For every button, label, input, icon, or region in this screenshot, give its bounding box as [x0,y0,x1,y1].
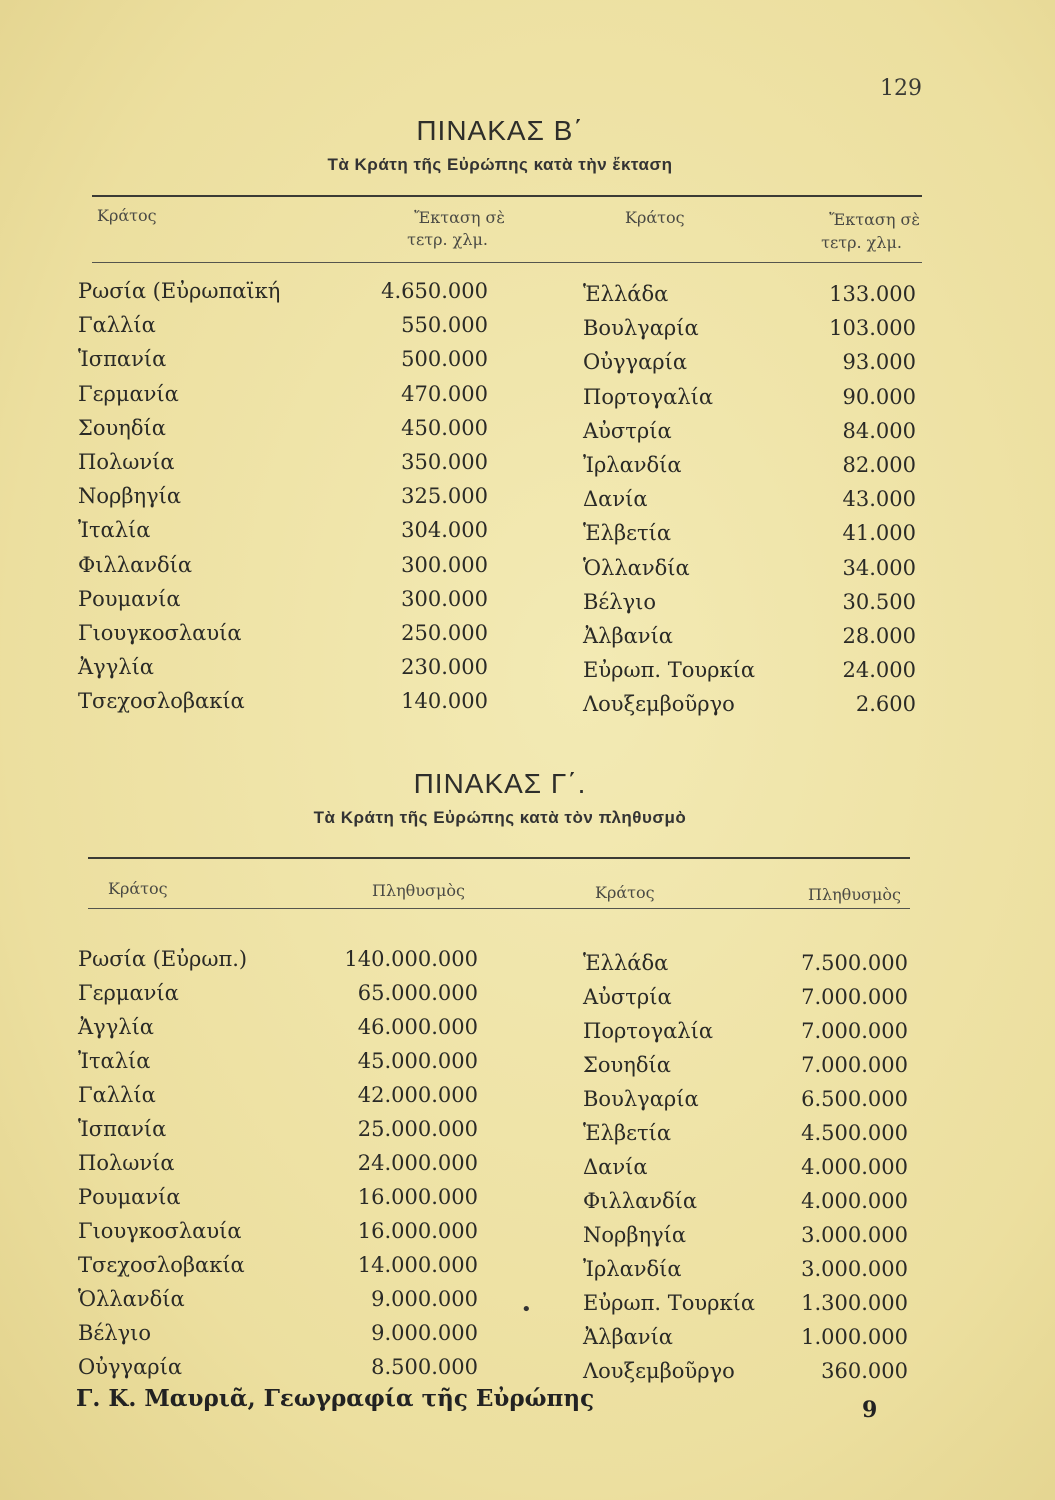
table-c-state-right: Βουλγαρία [583,1087,699,1111]
table-c-value-left: 9.000.000 [371,1321,478,1345]
table-c-header-state-left: Κράτος [108,879,168,898]
table-c-value-right: 3.000.000 [801,1257,908,1281]
table-b-value-left: 4.650.000 [381,279,488,303]
table-b-value-right: 24.000 [842,658,916,683]
table-c-value-right: 4.000.000 [801,1155,908,1179]
table-b-state-right: Λουξεμβοῦργο [583,692,735,717]
table-c-state-right: Νορβηγία [583,1223,687,1247]
table-b-state-left: Ρωσία (Εὐρωπαϊκή [78,279,281,303]
stray-dot: • [521,1299,532,1320]
table-c-value-right: 4.500.000 [801,1121,908,1145]
table-c-state-left: Βέλγιο [78,1321,152,1345]
table-b-value-right: 28.000 [842,624,916,648]
table-b-value-left: 550.000 [401,313,488,338]
table-c-state-left: Γαλλία [78,1083,156,1107]
table-b-state-left: Ἰταλία [78,518,151,543]
table-b-state-right: Αὐστρία [583,418,672,443]
table-b-state-left: Γερμανία [78,381,179,406]
table-b-state-right: Ἑλλάδα [583,282,669,306]
table-b-state-left: Τσεχοσλοβακία [78,689,245,714]
table-b-value-left: 230.000 [401,655,488,680]
table-c-value-left: 140.000.000 [344,947,478,971]
table-b-header-area-left-2: τετρ. χλμ. [407,230,488,249]
table-c-state-right: Ἑλλάδα [583,951,669,975]
table-b-state-left: Νορβηγία [78,484,182,509]
table-c-state-left: Τσεχοσλοβακία [78,1253,245,1277]
table-c-state-left: Ὁλλανδία [78,1287,185,1311]
table-b-state-left: Ἀγγλία [78,655,154,680]
table-c-value-right: 1.300.000 [801,1291,908,1315]
table-b-value-right: 133.000 [829,282,916,306]
table-c-state-left: Γερμανία [78,981,179,1005]
table-c-state-right: Δανία [583,1155,648,1179]
table-b-value-right: 103.000 [829,316,916,341]
table-b-value-right: 90.000 [842,384,916,409]
table-c-value-left: 25.000.000 [357,1117,478,1141]
table-b-state-right: Δανία [583,487,648,512]
table-c-value-left: 9.000.000 [371,1287,478,1311]
table-c-header-rule [88,908,910,909]
table-b-value-left: 304.000 [401,518,488,543]
table-c-state-right: Ἑλβετία [583,1121,672,1145]
table-b-value-left: 300.000 [401,586,488,611]
table-c-value-right: 4.000.000 [801,1189,908,1213]
table-b-value-right: 84.000 [842,418,916,443]
table-b-value-left: 450.000 [401,415,488,440]
table-c-value-left: 16.000.000 [357,1185,478,1209]
table-b-header-area-right-1: Ἔκταση σὲ [829,210,920,229]
table-c-subtitle: Τὰ Κράτη τῆς Εὐρώπης κατὰ τὸν πληθυσμὸ [313,808,687,827]
table-b-state-left: Φιλλανδία [78,552,193,577]
table-c-value-right: 7.000.000 [801,1053,908,1077]
table-b-state-left: Πολωνία [78,450,175,474]
table-c-state-left: Οὐγγαρία [78,1355,183,1379]
table-b-state-left: Ρουμανία [78,586,181,611]
table-c-value-left: 16.000.000 [357,1219,478,1243]
table-b-state-right: Εὐρωπ. Τουρκία [583,658,756,683]
table-b-value-right: 2.600 [855,692,916,717]
table-b-value-left: 300.000 [401,552,488,577]
table-b-value-left: 350.000 [401,450,488,474]
table-c-state-left: Ἀγγλία [78,1015,154,1039]
table-c-state-right: Σουηδία [583,1053,671,1077]
table-c-value-right: 1.000.000 [801,1325,908,1349]
table-b-value-right: 82.000 [842,453,916,477]
table-b-header-area-right-2: τετρ. χλμ. [821,233,902,252]
table-b-value-left: 250.000 [401,621,488,645]
table-b-header-rule [92,262,922,263]
table-b-header-state-right: Κράτος [625,208,685,227]
table-b-state-right: Βέλγιο [583,589,657,614]
table-b-state-right: Βουλγαρία [583,316,699,341]
table-c-value-right: 6.500.000 [801,1087,908,1111]
table-b-title: ΠΙΝΑΚΑΣ Β΄ [416,115,584,146]
footer-signature: Γ. Κ. Μαυριᾶ, Γεωγραφία τῆς Εὐρώπης [76,1385,595,1412]
page-number: 129 [880,76,922,101]
table-c-state-right: Πορτογαλία [583,1019,714,1043]
table-c-state-left: Ἰταλία [78,1049,151,1073]
table-c-header-pop-left: Πληθυσμὸς [372,881,465,900]
table-c-state-left: Ρουμανία [78,1185,181,1209]
table-c-value-left: 24.000.000 [357,1151,478,1175]
table-b-subtitle: Τὰ Κράτη τῆς Εὐρώπης κατὰ τὴν ἔκταση [327,155,673,174]
table-b-value-left: 500.000 [401,347,488,372]
table-c-value-left: 8.500.000 [371,1355,478,1379]
table-b-value-right: 41.000 [842,521,916,546]
table-c-state-right: Ἀλβανία [583,1325,673,1349]
table-c-title: ΠΙΝΑΚΑΣ Γ΄. [413,768,587,799]
table-b-state-right: Ἀλβανία [583,624,673,648]
table-b-state-left: Γιουγκοσλαυία [78,621,242,645]
table-c-state-right: Φιλλανδία [583,1189,698,1213]
table-b-state-left: Γαλλία [78,313,156,338]
table-b-value-left: 325.000 [401,484,488,509]
table-c-state-left: Γιουγκοσλαυία [78,1219,242,1243]
table-b-value-right: 34.000 [842,555,916,580]
table-c-value-right: 7.000.000 [801,985,908,1009]
table-b-header-state-left: Κράτος [97,206,157,225]
table-c-value-right: 3.000.000 [801,1223,908,1247]
table-b-state-left: Ἱσπανία [78,347,167,372]
table-c-value-left: 14.000.000 [357,1253,478,1277]
table-b-header-area-left-1: Ἔκταση σὲ [414,208,505,227]
table-c-state-right: Ἰρλανδία [583,1257,682,1281]
table-b-value-left: 140.000 [401,689,488,714]
table-c-state-left: Πολωνία [78,1151,175,1175]
table-c-value-left: 65.000.000 [357,981,478,1005]
table-c-header-pop-right: Πληθυσμὸς [808,885,901,904]
table-c-state-right: Λουξεμβοῦργο [583,1359,735,1383]
table-c-state-left: Ἱσπανία [78,1117,167,1141]
table-b-state-right: Πορτογαλία [583,384,714,409]
table-c-state-right: Αὐστρία [583,985,672,1009]
table-b-value-left: 470.000 [401,381,488,406]
table-c-value-left: 42.000.000 [357,1083,478,1107]
footer-folio: 9 [862,1397,878,1423]
table-c-value-left: 46.000.000 [357,1015,478,1039]
table-c-value-left: 45.000.000 [357,1049,478,1073]
table-b-value-right: 30.500 [842,589,916,614]
table-b-state-left: Σουηδία [78,415,166,440]
table-b-state-right: Ἰρλανδία [583,453,682,477]
table-c-header-state-right: Κράτος [595,883,655,902]
table-b-value-right: 43.000 [842,487,916,512]
table-c-value-right: 360.000 [821,1359,908,1383]
table-c-value-right: 7.000.000 [801,1019,908,1043]
table-c-state-right: Εὐρωπ. Τουρκία [583,1291,756,1315]
table-b-state-right: Ὁλλανδία [583,555,690,580]
table-c-state-left: Ρωσία (Εὐρωπ.) [78,947,248,971]
table-b-state-right: Οὐγγαρία [583,350,688,375]
table-c-top-rule [88,857,910,859]
table-b-value-right: 93.000 [842,350,916,375]
table-b-top-rule [92,195,922,197]
table-b-state-right: Ἑλβετία [583,521,672,546]
table-c-value-right: 7.500.000 [801,951,908,975]
